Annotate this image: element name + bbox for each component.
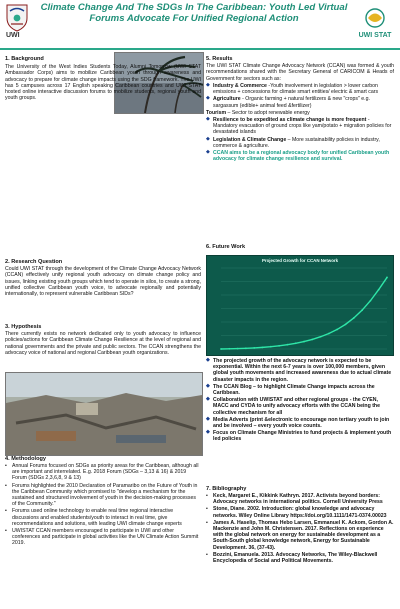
- future-work-list-block: [206, 358, 394, 444]
- results-intro: The UWI STAT Climate Change Advocacy Network (CCAN) was formed & youth recommendations shared with the Secretary General of CARICOM & Heads of Government for sectors such as:: [206, 63, 394, 82]
- hypothesis-section: [5, 324, 201, 356]
- methodology-section: [5, 456, 201, 548]
- results-item: ◆ Industry & Commerce -Youth involvement in legislation > lower carbon emissions + concessions for climate smart entities/ electric & smart cars: [213, 83, 394, 95]
- bibliography-section: [206, 486, 394, 565]
- results-item: ◆ CCAN aims to be a regional advocacy body for unified Caribbean youth advocacy for climate change resilience and survival.: [213, 150, 394, 162]
- results-item: Tourism – Sector to adopt renewable energy: [206, 109, 310, 116]
- growth-point: [228, 348, 230, 350]
- research-question-heading: 2. Research Question: [5, 259, 63, 265]
- growth-point: [295, 342, 297, 344]
- growth-point: [320, 336, 322, 338]
- storm-debris-photo: [5, 372, 203, 456]
- left-logo-text: UWI: [6, 32, 20, 39]
- growth-point: [378, 289, 380, 291]
- growth-point: [262, 346, 264, 348]
- future-work-item: ◆ Media Adverts (print &electronic to encourage non tertiary youth to join and be involved – every youth voice counts.: [213, 417, 394, 429]
- methodology-item: ▪ UWISTAT CCAN members encouraged to participate in UWI and other conferences and participate in global activities like the UN Climate Action Summit 2019.: [12, 528, 201, 547]
- hypothesis-text: There currently exists no network dedicated only to youth advocacy to influence policies/actions for Caribbean Climate Change Resilience at the level of regional and national governments and the private and public sectors. The CCAN strengthens the advocacy voice of national and regional Caribbean youth organizations.: [5, 331, 201, 356]
- growth-point: [336, 329, 338, 331]
- chart-plot: [207, 256, 393, 355]
- background-heading: 1. Background: [5, 56, 44, 62]
- poster-title: Climate Change And The SDGs In The Caribbean: Youth Led Virtual Forums Advocate For Unified Regional Action: [40, 2, 348, 24]
- research-question-text: Could UWI STAT through the development of the Climate Change Advocacy Network (CCAN) effectively unify regional youth advocacy on climate change policy and issues, linking existing youth groups which tend to operate in silos, to create a strong, unified collective Caribbean youth voice, to advocate regionally and potentially internationally, to represent vulnerable Caribbean SIDs?: [5, 266, 201, 298]
- bibliography-item: ▪ Bozzini, Emanuela. 2013. Advocacy Networks, The Wiley-Blackwell Encyclopedia of Social and Political Movements.: [213, 552, 394, 564]
- growth-point: [328, 333, 330, 335]
- growth-point: [386, 277, 388, 279]
- growth-point: [220, 348, 222, 350]
- uwi-stat-logo-icon: [354, 6, 396, 42]
- growth-point: [303, 341, 305, 343]
- results-list: [206, 83, 394, 162]
- growth-point: [353, 317, 355, 319]
- growth-point: [287, 344, 289, 346]
- future-work-list: [206, 358, 394, 443]
- bibliography-list: [206, 493, 394, 564]
- growth-series-line: [221, 277, 387, 349]
- future-work-section: [206, 244, 394, 251]
- future-work-heading: 6. Future Work: [206, 244, 246, 250]
- results-section: [206, 56, 394, 163]
- right-logo-text: UWI STAT: [358, 32, 392, 39]
- methodology-heading: 4. Methodology: [5, 456, 47, 462]
- bibliography-heading: 7. Bibliography: [206, 486, 247, 492]
- bibliography-item: ▪ James A. Haselip, Thomas Hebo Larsen, Emmanuel K. Ackom, Gordon A. Mackenzie and John M. Christensen. 2017. Reflections on experience with the global network on energy for sustainable development as a South-South global knowledge network, Energy for Sustainable Development. 36, (37-43).: [213, 520, 394, 551]
- future-work-item: ◆ Collaboration with UWISTAT and other regional groups - the CYEN, MACC and CYDA to unify advocacy efforts with the CCAN being the collective mechanism for all: [213, 397, 394, 416]
- growth-point: [270, 346, 272, 348]
- growth-point: [361, 309, 363, 311]
- results-item: ◆ Agriculture - Organic farming + natural fertilizers & new "crops" e.g. sargassum (edible+ animal feed &fertilizer): [213, 96, 394, 108]
- methodology-list: [5, 463, 201, 547]
- results-item: ◆ Resilience to be expedited as climate change is more frequent - Mandatory evacuation of ground crops like yam/potato + migration policies for devastated islands: [213, 117, 394, 136]
- future-work-item: ◆ Focus on Climate Change Ministries to fund projects & implement youth led policies: [213, 430, 394, 442]
- growth-point: [253, 347, 255, 349]
- growth-point: [311, 339, 313, 341]
- future-work-item: ◆ The CCAN Blog – to highlight Climate Change impacts across the Caribbean.: [213, 384, 394, 396]
- growth-point: [237, 348, 239, 350]
- bibliography-item: ▪ Keck, Margaret E., Kikkink Kathryn. 2017. Activists beyond borders: Advocacy networks in international politics. Cornell University Press: [213, 493, 394, 505]
- methodology-item: ▪ Forums highlighted the 2010 Declaration of Paramaribo on the Future of Youth in the Caribbean Community which promised to "develop a mechanism for the sustained and structured involvement of youth in the decision-making processes of the Community.": [12, 483, 201, 508]
- methodology-item: ▪ Annual Forums focused on SDGs as priority areas for the Caribbean, although all are important and interrelated. E.g. 2018 Forum (SDGs – 3,13 & 16) & 2019 Forum (SDGs 2,3,6,8, 9 & 13): [12, 463, 201, 482]
- research-question-section: [5, 259, 201, 297]
- background-text-block: [5, 64, 201, 102]
- growth-point: [370, 300, 372, 302]
- growth-point: [245, 347, 247, 349]
- results-heading: 5. Results: [206, 56, 233, 62]
- bibliography-item: ▪ Stone, Diane. 2002. Introduction: global knowledge and advocacy networks. Wiley Online Library https://doi.org/10.1111/1471-0374.00023: [213, 506, 394, 518]
- growth-point: [278, 345, 280, 347]
- hypothesis-heading: 3. Hypothesis: [5, 324, 42, 330]
- poster-header: [0, 0, 400, 50]
- future-work-item: ◆ The projected growth of the advocacy network is expected to be exponential. Within the next 6-7 years is over 100,000 members, given global youth movements and increased awareness due to actual climate disaster impacts in the region.: [213, 358, 394, 383]
- chart-title: Projected Growth for CCAN Network: [261, 258, 339, 263]
- methodology-item: ▪ Forums used online technology to enable real time regional interactive discussions and enabled students/youth to interact in real time, give recommendations and solutions, with leading UWI climate change experts: [12, 508, 201, 527]
- uwi-crest-icon: [4, 2, 30, 32]
- results-item: ◆ Legislation & Climate Change – More sustainability policies in industry, commerce & agriculture.: [213, 137, 394, 149]
- background-section: [5, 56, 201, 63]
- background-text: The University of the West Indies Students Today, Alumni Tomorrow (UWI STAT Ambassador Corps) aims to mobilize Caribbean youth through awareness and advocacy to prepare for climate change impacts using the SDG framework. The UWI has 5 campuses across 17 English speaking Caribbean countries and UWI STAT hosted online interactive discussion forums to mobilize students, regional youth and youth groups.: [5, 64, 201, 102]
- growth-point: [345, 323, 347, 325]
- growth-chart: [206, 255, 394, 356]
